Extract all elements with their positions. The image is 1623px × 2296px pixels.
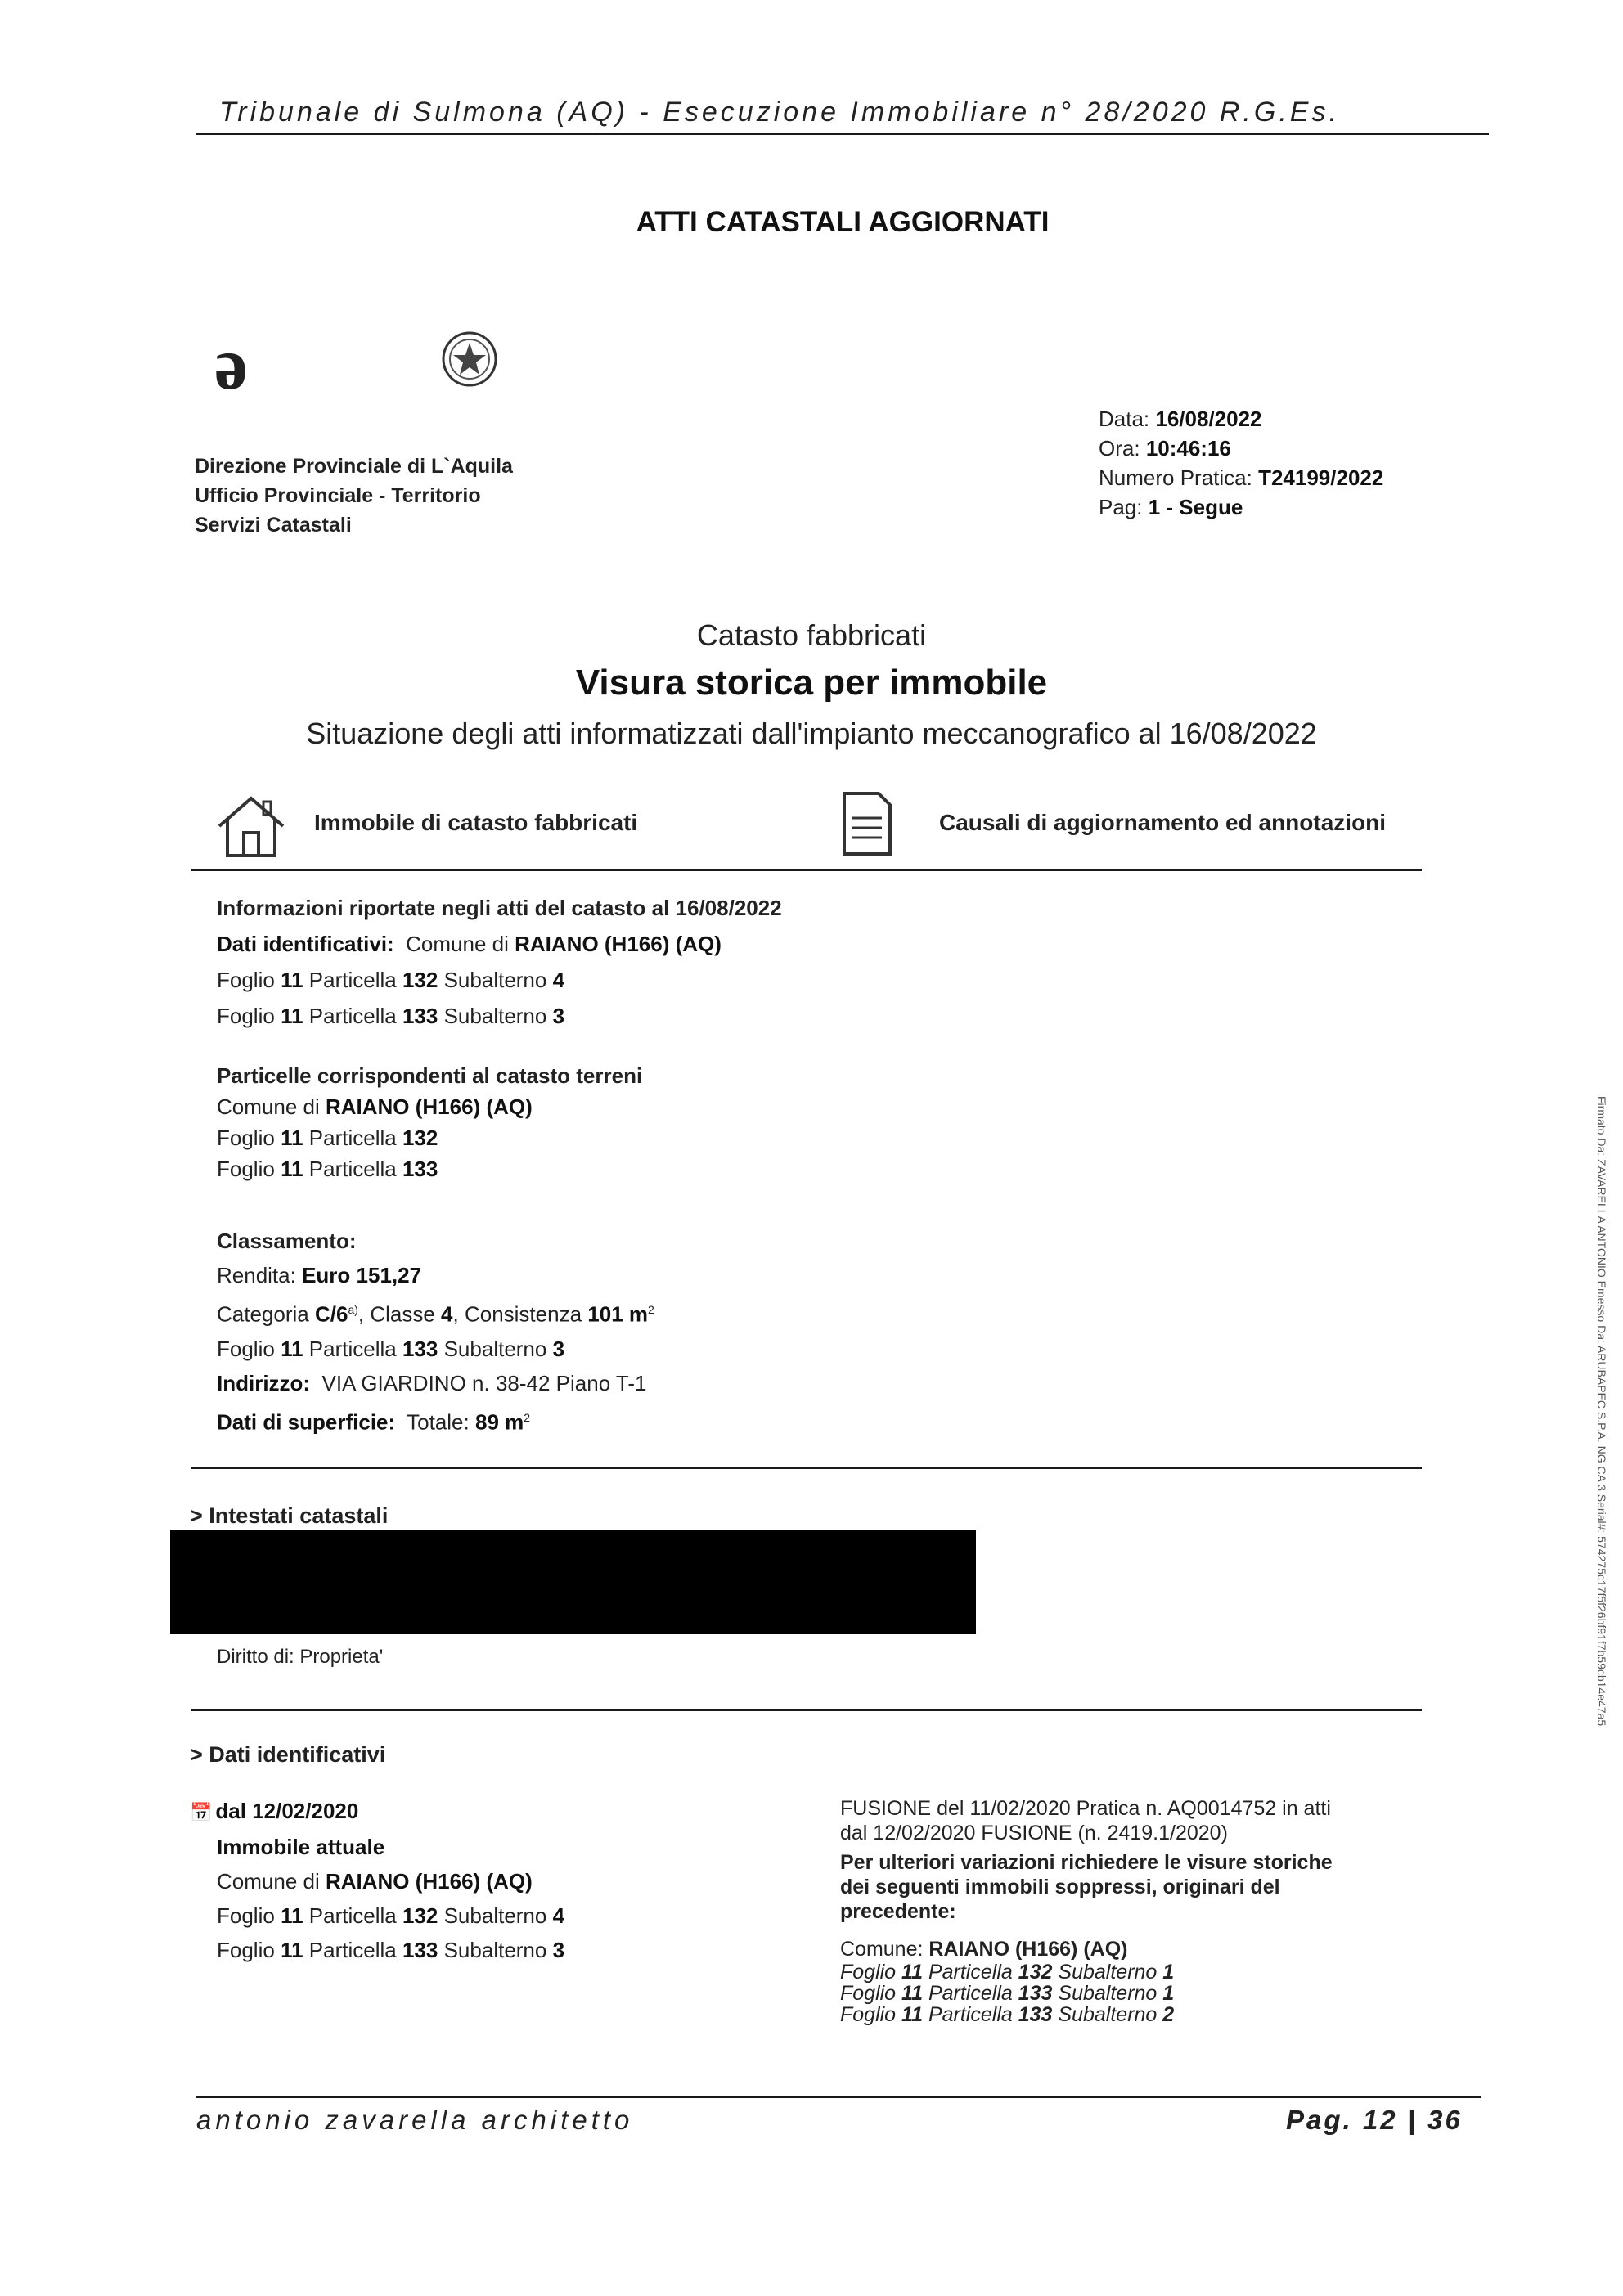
info-block (217, 892, 782, 1032)
data-label: Data: (1099, 407, 1150, 431)
dati-ident-right: FUSIONE del 11/02/2020 Pratica n. AQ0014752 in atti dal 12/02/2020 FUSIONE (n. 2419.1/2020) Per ulteriori variazioni richiedere le visure storiche dei seguenti immobili soppressi, originari del precedente: Comune: RAIANO (H166) (AQ) Foglio 11 Particella 132 Subalterno 1 Foglio 11 Particella 133 Subalterno 1 Foglio 11 Particella 133 Subalterno 2 (840, 1796, 1423, 2025)
side-signature-stamp: Firmato Da: ZAVARELLA ANTONIO Emesso Da: ARUBAPEC S.P.A. NG CA 3 Serial#: 574275c17f5f26bf91f7b59cb14e47a5 (1595, 1096, 1608, 1727)
comune-prefix: Comune di (406, 932, 509, 956)
terreni-block: Particelle corrispondenti al catasto terreni Comune di RAIANO (H166) (AQ) Foglio 11 Particella 132 Foglio 11 Particella 133 (217, 1060, 642, 1184)
office-block (195, 452, 513, 540)
footer-page-number: Pag. 12 | 36 (1286, 2105, 1463, 2135)
page-title: ATTI CATASTALI AGGIORNATI (636, 206, 1050, 238)
doc-subtitle-1: Catasto fabbricati (696, 618, 927, 652)
dati-ident-row: Foglio 11 Particella 132 Subalterno 4 (217, 1903, 565, 1928)
intestati-header[interactable]: > Intestati catastali (190, 1503, 389, 1528)
logo-letter: ə (214, 321, 248, 405)
ora-label: Ora: (1099, 436, 1140, 461)
soppresso-row: Foglio 11 Particella 133 Subalterno 2 (840, 2003, 1175, 2026)
terreni-row: Foglio 11 Particella 133 (217, 1157, 438, 1181)
document-icon (841, 790, 893, 857)
rendita-value: Euro 151,27 (302, 1263, 422, 1287)
footer-rule (196, 2096, 1481, 2098)
doc-subtitle-2: Situazione degli atti informatizzati dall'impianto meccanografico al 16/08/2022 (306, 717, 1317, 750)
immobile-attuale: Immobile attuale (217, 1835, 385, 1859)
terreni-comune: RAIANO (H166) (AQ) (325, 1094, 533, 1119)
classamento-row: Foglio 11 Particella 133 Subalterno 3 (217, 1336, 565, 1361)
indirizzo-value: VIA GIARDINO n. 38-42 Piano T-1 (321, 1370, 647, 1395)
office-line2: Ufficio Provinciale - Territorio (195, 484, 481, 507)
dati-ident-row: Foglio 11 Particella 133 Subalterno 3 (217, 1938, 565, 1962)
meta-block (1099, 404, 1383, 522)
rule-3 (191, 1709, 1422, 1711)
office-line1: Direzione Provinciale di L`Aquila (195, 455, 513, 478)
calendar-icon: 📅 (190, 1802, 213, 1822)
info-row: Foglio 11 Particella 133 Subalterno 3 (217, 1004, 565, 1028)
classamento-header: Classamento: (217, 1229, 357, 1253)
info-row: Foglio 11 Particella 132 Subalterno 4 (217, 968, 565, 992)
section-right-title: Causali di aggiornamento ed annotazioni (939, 810, 1387, 835)
dati-label: Dati identificativi: (217, 932, 394, 956)
terreni-header: Particelle corrispondenti al catasto terreni (217, 1063, 643, 1088)
pratica-value: T24199/2022 (1258, 465, 1384, 490)
emblem-icon (440, 330, 499, 389)
pratica-label: Numero Pratica: (1099, 465, 1252, 490)
dati-ident-header[interactable]: > Dati identificativi (190, 1742, 386, 1767)
doc-title: Visura storica per immobile (575, 663, 1048, 703)
section-left-title: Immobile di catasto fabbricati (314, 810, 638, 835)
terreni-row: Foglio 11 Particella 132 (217, 1126, 438, 1150)
ora-value: 10:46:16 (1145, 436, 1231, 461)
soppresso-row: Foglio 11 Particella 133 Subalterno 1 (840, 1982, 1175, 2005)
pag-label: Pag: (1099, 495, 1143, 519)
dati-ident-left: 📅 dal 12/02/2020 Immobile attuale Comune di RAIANO (H166) (AQ) Foglio 11 Particella 132 Subalterno 4 Foglio 11 Particella 133 Subalterno 3 (190, 1794, 564, 1967)
fusione-line1: FUSIONE del 11/02/2020 Pratica n. AQ0014752 in atti (840, 1797, 1331, 1820)
fusione-line2: dal 12/02/2020 FUSIONE (n. 2419.1/2020) (840, 1822, 1228, 1844)
header-rule (196, 133, 1489, 135)
comune-value: RAIANO (H166) (AQ) (515, 932, 722, 956)
rule-2 (191, 1467, 1422, 1469)
house-icon (216, 793, 286, 859)
diritto-text: Diritto di: Proprieta' (217, 1646, 384, 1668)
office-line3: Servizi Catastali (195, 514, 352, 537)
soppresso-row: Foglio 11 Particella 132 Subalterno 1 (840, 1961, 1175, 1984)
agenzia-entrate-logo (214, 321, 501, 407)
footer-author: antonio zavarella architetto (196, 2105, 634, 2135)
pag-value: 1 - Segue (1148, 495, 1243, 519)
info-header: Informazioni riportate negli atti del catasto al 16/08/2022 (217, 896, 782, 920)
data-value: 16/08/2022 (1155, 407, 1262, 431)
classamento-block: Classamento: Rendita: Euro 151,27 Categoria C/6$^{a)}$, Classe 4, Consistenza 101 $m^2$ Foglio 11 Particella 133 Subalterno 3 Indirizzo: VIA GIARDINO n. 38-42 Piano T-1 Dati di superficie: Totale: 89 $m^2$ (217, 1224, 654, 1439)
redacted-owner (170, 1530, 976, 1634)
section-rule (191, 869, 1422, 871)
page-header: Tribunale di Sulmona (AQ) - Esecuzione Immobiliare n° 28/2020 R.G.Es. (219, 97, 1340, 128)
